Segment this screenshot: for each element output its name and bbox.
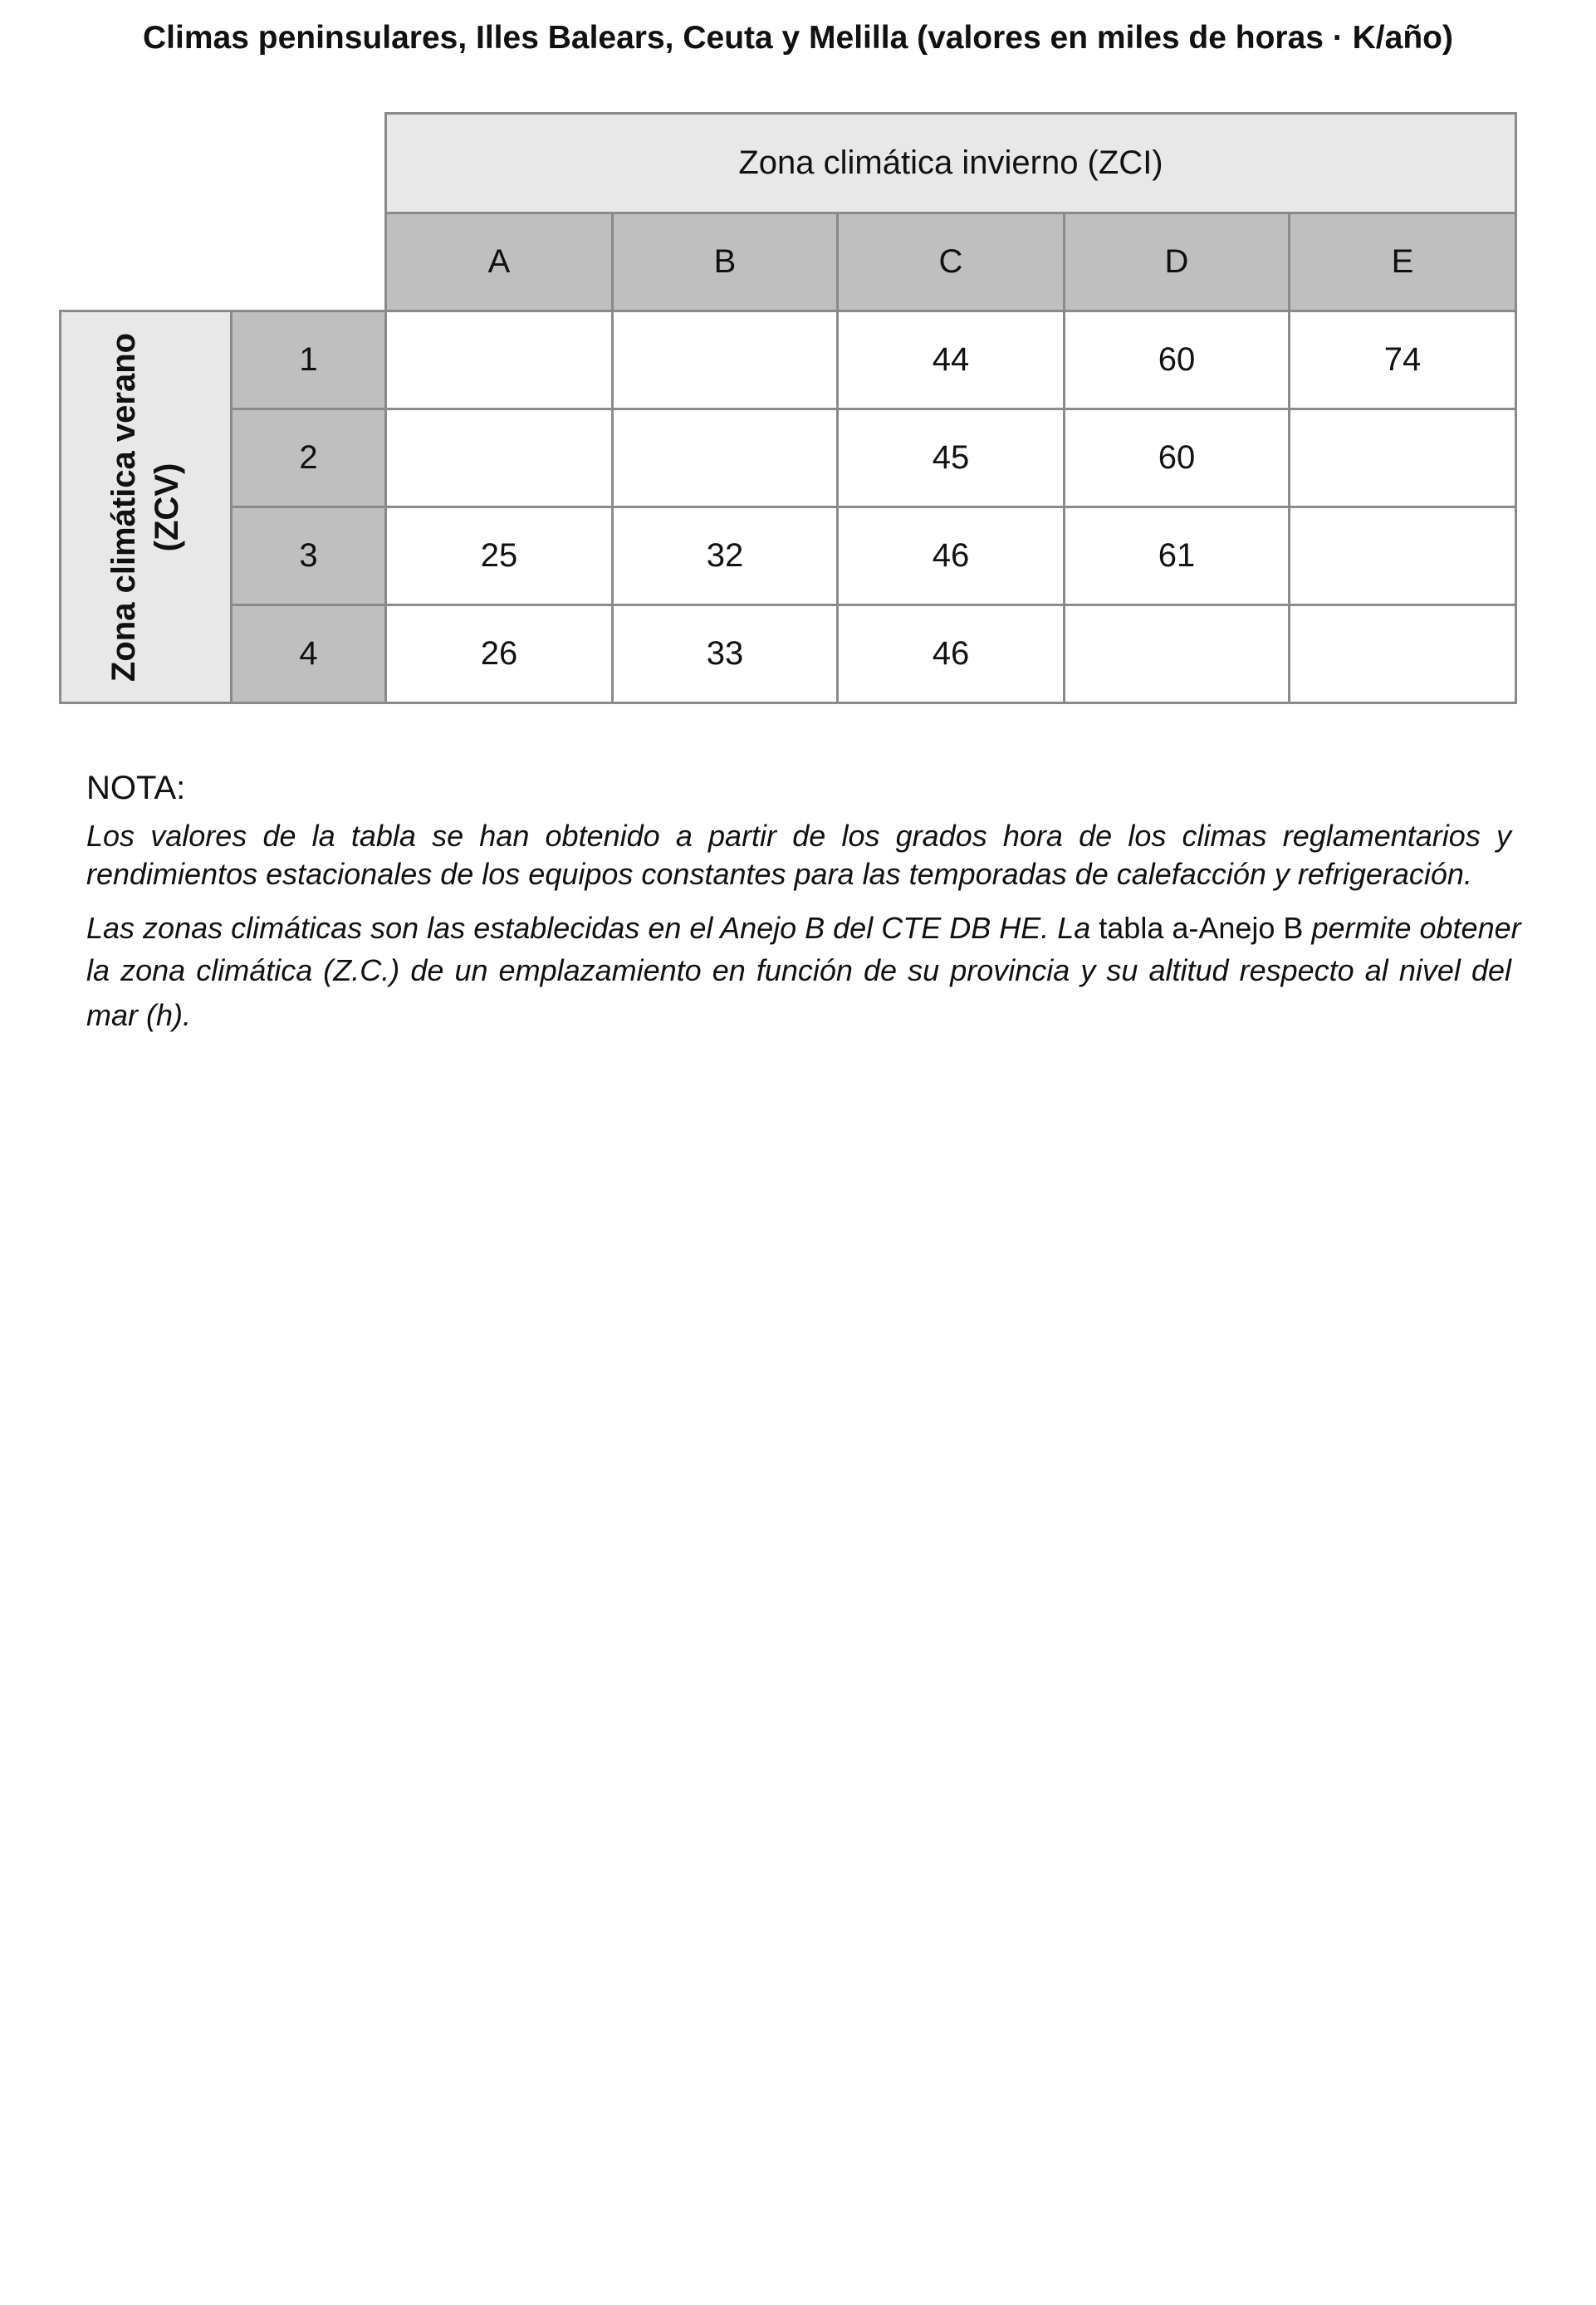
table-cell (384, 310, 614, 410)
table-cell (1288, 604, 1517, 704)
note-paragraph-2-line-2: la zona climática (Z.C.) de un emplazamiento en función de su provincia y su altitud respecto al nivel del (86, 953, 1511, 987)
winter-zone-header-text: Zona climática invierno (ZCI) (738, 144, 1163, 181)
note-heading: NOTA: (86, 770, 186, 806)
row-header-1: 1 (230, 310, 387, 410)
table-cell: 44 (836, 310, 1065, 410)
table-cell: 60 (1063, 408, 1290, 508)
table-cell: 46 (836, 604, 1065, 704)
summer-zone-header-text: Zona climática verano (ZCV) (105, 332, 186, 682)
page-title: Climas peninsulares, Illes Balears, Ceuta y Melilla (valores en miles de horas · K/año) (143, 20, 1453, 56)
table-cell (611, 408, 839, 508)
table-cell (611, 310, 839, 410)
row-header-4: 4 (230, 604, 387, 704)
column-header-a: A (384, 212, 614, 312)
column-header-c: C (836, 212, 1065, 312)
table-cell (1288, 408, 1517, 508)
note-paragraph-2-line-1 (86, 908, 1521, 949)
summer-zone-header (59, 310, 233, 704)
table-cell (384, 408, 614, 508)
table-cell: 25 (384, 506, 614, 606)
column-header-b: B (611, 212, 839, 312)
note-paragraph-2-part-3: permite obtener (1311, 911, 1521, 945)
table-cell: 60 (1063, 310, 1290, 410)
note-paragraph-1-line-1: Los valores de la tabla se han obtenido a partir de los grados hora de los climas reglamentarios y (86, 819, 1511, 853)
table-cell: 33 (611, 604, 839, 704)
table-cell: 26 (384, 604, 614, 704)
column-header-e: E (1288, 212, 1517, 312)
table-cell (1288, 506, 1517, 606)
winter-zone-header (384, 112, 1517, 214)
table-cell: 45 (836, 408, 1065, 508)
table-cell: 46 (836, 506, 1065, 606)
column-header-d: D (1063, 212, 1290, 312)
row-header-3: 3 (230, 506, 387, 606)
table-reference: tabla a-Anejo B (1090, 911, 1312, 945)
note-paragraph-2-part-1: Las zonas climáticas son las establecidas en el Anejo B del CTE DB HE. La (86, 911, 1091, 945)
note-paragraph-2-line-3: mar (h). (86, 998, 191, 1032)
table-cell (1063, 604, 1290, 704)
note-paragraph-1-line-2: rendimientos estacionales de los equipos constantes para las temporadas de calefacción y refrigeración. (86, 857, 1472, 891)
table-cell: 74 (1288, 310, 1517, 410)
row-header-2: 2 (230, 408, 387, 508)
table-cell: 61 (1063, 506, 1290, 606)
table-cell: 32 (611, 506, 839, 606)
